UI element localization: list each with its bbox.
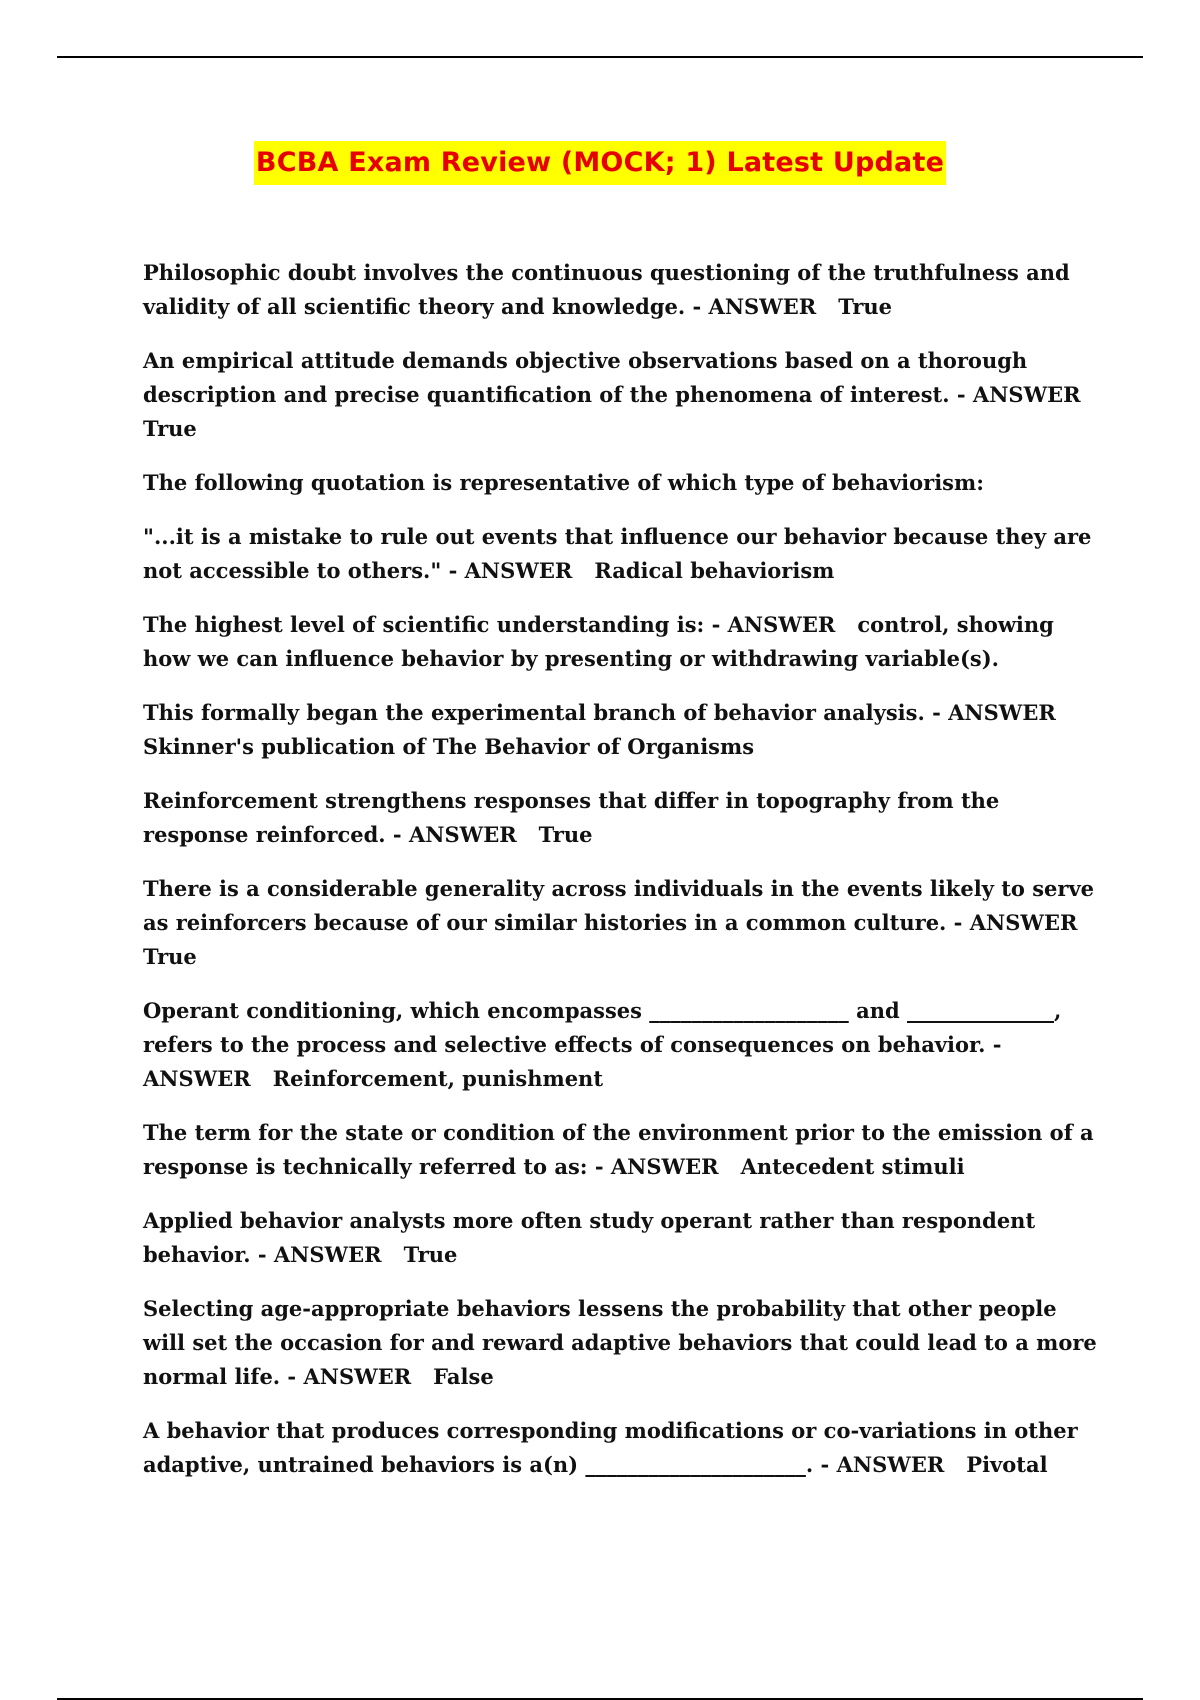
qa-text (143, 344, 1103, 446)
qa-item (143, 872, 1103, 974)
question-text: Applied behavior analysts more often study operant rather than respondent behavior. - ANSWER (143, 1208, 1036, 1267)
question-text: The term for the state or condition of the environment prior to the emission of a response is technically referred to as: - ANSWER (143, 1120, 1094, 1179)
answer-text: True (538, 822, 593, 847)
qa-item (143, 1204, 1103, 1272)
answer-text: False (433, 1364, 494, 1389)
qa-item (143, 344, 1103, 446)
question-text: A behavior that produces corresponding modifications or co-variations in other adaptive, untrained behaviors is a(n) _____________________. - ANSWER (143, 1418, 1078, 1477)
question-text: Reinforcement strengthens responses that differ in topography from the response reinforced. - ANSWER (143, 788, 1000, 847)
answer-text: Radical behaviorism (594, 558, 835, 583)
answer-text: True (143, 944, 197, 969)
question-text: There is a considerable generality across individuals in the events likely to serve as reinforcers because of our similar histories in a common culture. - ANSWER (143, 876, 1095, 935)
qa-text (143, 1116, 1103, 1184)
qa-list (143, 256, 1103, 1502)
qa-text (143, 520, 1103, 588)
answer-text: True (143, 416, 197, 441)
answer-text: True (403, 1242, 458, 1267)
question-text: Operant conditioning, which encompasses ___________________ and ______________, refers to the process and selective effects of consequences on behavior. - ANSWER (143, 998, 1062, 1091)
question-text: Selecting age-appropriate behaviors lessens the probability that other people will set the occasion for and reward adaptive behaviors that could lead to a more normal life. - ANSWER (143, 1296, 1097, 1389)
qa-text (143, 1414, 1103, 1482)
qa-text (143, 784, 1103, 852)
qa-text (143, 1204, 1103, 1272)
question-text: The highest level of scientific understanding is: - ANSWER (143, 612, 836, 637)
answer-text: True (838, 294, 893, 319)
question-text: "...it is a mistake to rule out events that influence our behavior because they are not accessible to others." - ANSWER (143, 524, 1092, 583)
qa-text (143, 994, 1103, 1096)
answer-text: Skinner's publication of The Behavior of Organisms (143, 734, 755, 759)
title-container (0, 141, 1200, 185)
qa-item (143, 466, 1103, 588)
qa-item (143, 608, 1103, 676)
qa-item (143, 1292, 1103, 1394)
qa-lead-text: The following quotation is representative of which type of behaviorism: (143, 470, 984, 495)
qa-text (143, 872, 1103, 974)
qa-text (143, 1292, 1103, 1394)
answer-text: control, showing how we can influence behavior by presenting or withdrawing variable(s). (143, 612, 1054, 671)
answer-text: Pivotal (966, 1452, 1048, 1477)
question-text: An empirical attitude demands objective observations based on a thorough description and precise quantification of the phenomena of interest. - ANSWER (143, 348, 1081, 407)
qa-text (143, 256, 1103, 324)
top-rule (57, 56, 1143, 58)
answer-text: Reinforcement, punishment (272, 1066, 604, 1091)
answer-text: Antecedent stimuli (740, 1154, 965, 1179)
qa-text (143, 608, 1103, 676)
question-text: Philosophic doubt involves the continuous questioning of the truthfulness and validity of all scientific theory and knowledge. - ANSWER (143, 260, 1070, 319)
qa-text (143, 696, 1103, 764)
qa-item (143, 1414, 1103, 1482)
qa-item (143, 1116, 1103, 1184)
page-title: BCBA Exam Review (MOCK; 1) Latest Update (254, 141, 946, 185)
qa-item (143, 994, 1103, 1096)
question-text: This formally began the experimental branch of behavior analysis. - ANSWER (143, 700, 1056, 725)
qa-item (143, 784, 1103, 852)
qa-item (143, 696, 1103, 764)
qa-item (143, 256, 1103, 324)
